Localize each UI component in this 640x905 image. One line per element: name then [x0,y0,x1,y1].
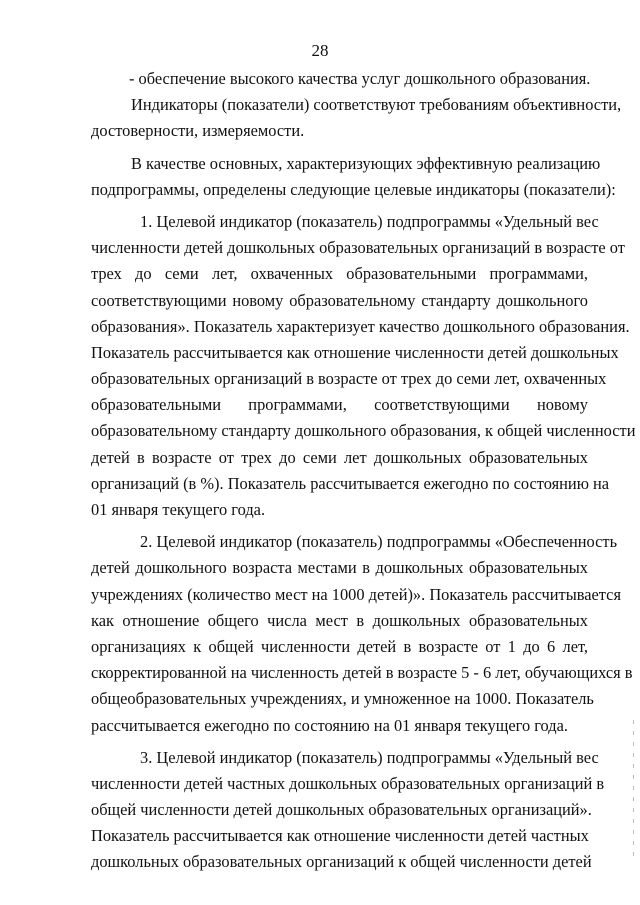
text-line: достоверности, измеряемости. [91,121,305,141]
text-line: численности детей частных дошкольных образовательных организаций в [91,773,605,793]
text-line: Показатель рассчитывается как отношение численности детей дошкольных [91,342,619,362]
text-line: общей численности детей дошкольных образовательных организаций». [91,800,592,820]
text-line: детей в возрасте от трех до семи лет дошкольных образовательных [91,447,588,467]
text-line: Показатель рассчитывается как отношение численности детей частных [91,826,589,846]
text-line: 01 января текущего года. [91,500,266,519]
text-line: общеобразовательных учреждениях, и умноженное на 1000. Показатель [91,689,594,709]
text-line: 3. Целевой индикатор (показатель) подпрограммы «Удельный вес [140,747,599,767]
text-line: образовательными программами, соответствующими новому [91,395,588,415]
text-line: 1. Целевой индикатор (показатель) подпрограммы «Удельный вес [140,211,599,231]
text-line: соответствующими новому образовательному стандарту дошкольного [91,290,588,310]
text-line: организаций (в %). Показатель рассчитывается ежегодно по состоянию на [91,473,610,493]
text-line: подпрограммы, определены следующие целевые индикаторы (показатели): [91,179,616,199]
text-line: организациях к общей численности детей в возрасте от 1 до 6 лет, [91,636,588,656]
scan-edge-mark [633,720,634,860]
text-line: 2. Целевой индикатор (показатель) подпрограммы «Обеспеченность [140,532,618,552]
text-line: трех до семи лет, охваченных образовательными программами, [91,264,588,284]
text-line: скорректированной на численность детей в возрасте 5 - 6 лет, обучающихся в [91,663,633,683]
text-line: В качестве основных, характеризующих эффективную реализацию [131,153,601,173]
text-line: детей дошкольного возраста местами в дошкольных образовательных [91,558,588,578]
text-line: образовательных организаций в возрасте от трех до семи лет, охваченных [91,369,607,389]
text-line: численности детей дошкольных образовательных организаций в возрасте от [91,238,625,258]
text-line: Индикаторы (показатели) соответствуют требованиям объективности, [131,95,622,115]
document-body [91,66,636,876]
text-line: образовательному стандарту дошкольного образования, к общей численности [91,421,636,441]
text-line: дошкольных образовательных организаций к общей численности детей [91,852,592,872]
text-line: рассчитывается ежегодно по состоянию на 01 января текущего года. [91,715,568,735]
text-line: - обеспечение высокого качества услуг дошкольного образования. [129,69,591,88]
text-line: образования». Показатель характеризует качество дошкольного образования. [91,316,630,336]
text-line: как отношение общего числа мест в дошкольных образовательных [91,610,588,630]
page-number: 28 [311,41,329,60]
text-line: учреждениях (количество мест на 1000 детей)». Показатель рассчитывается [91,584,621,604]
